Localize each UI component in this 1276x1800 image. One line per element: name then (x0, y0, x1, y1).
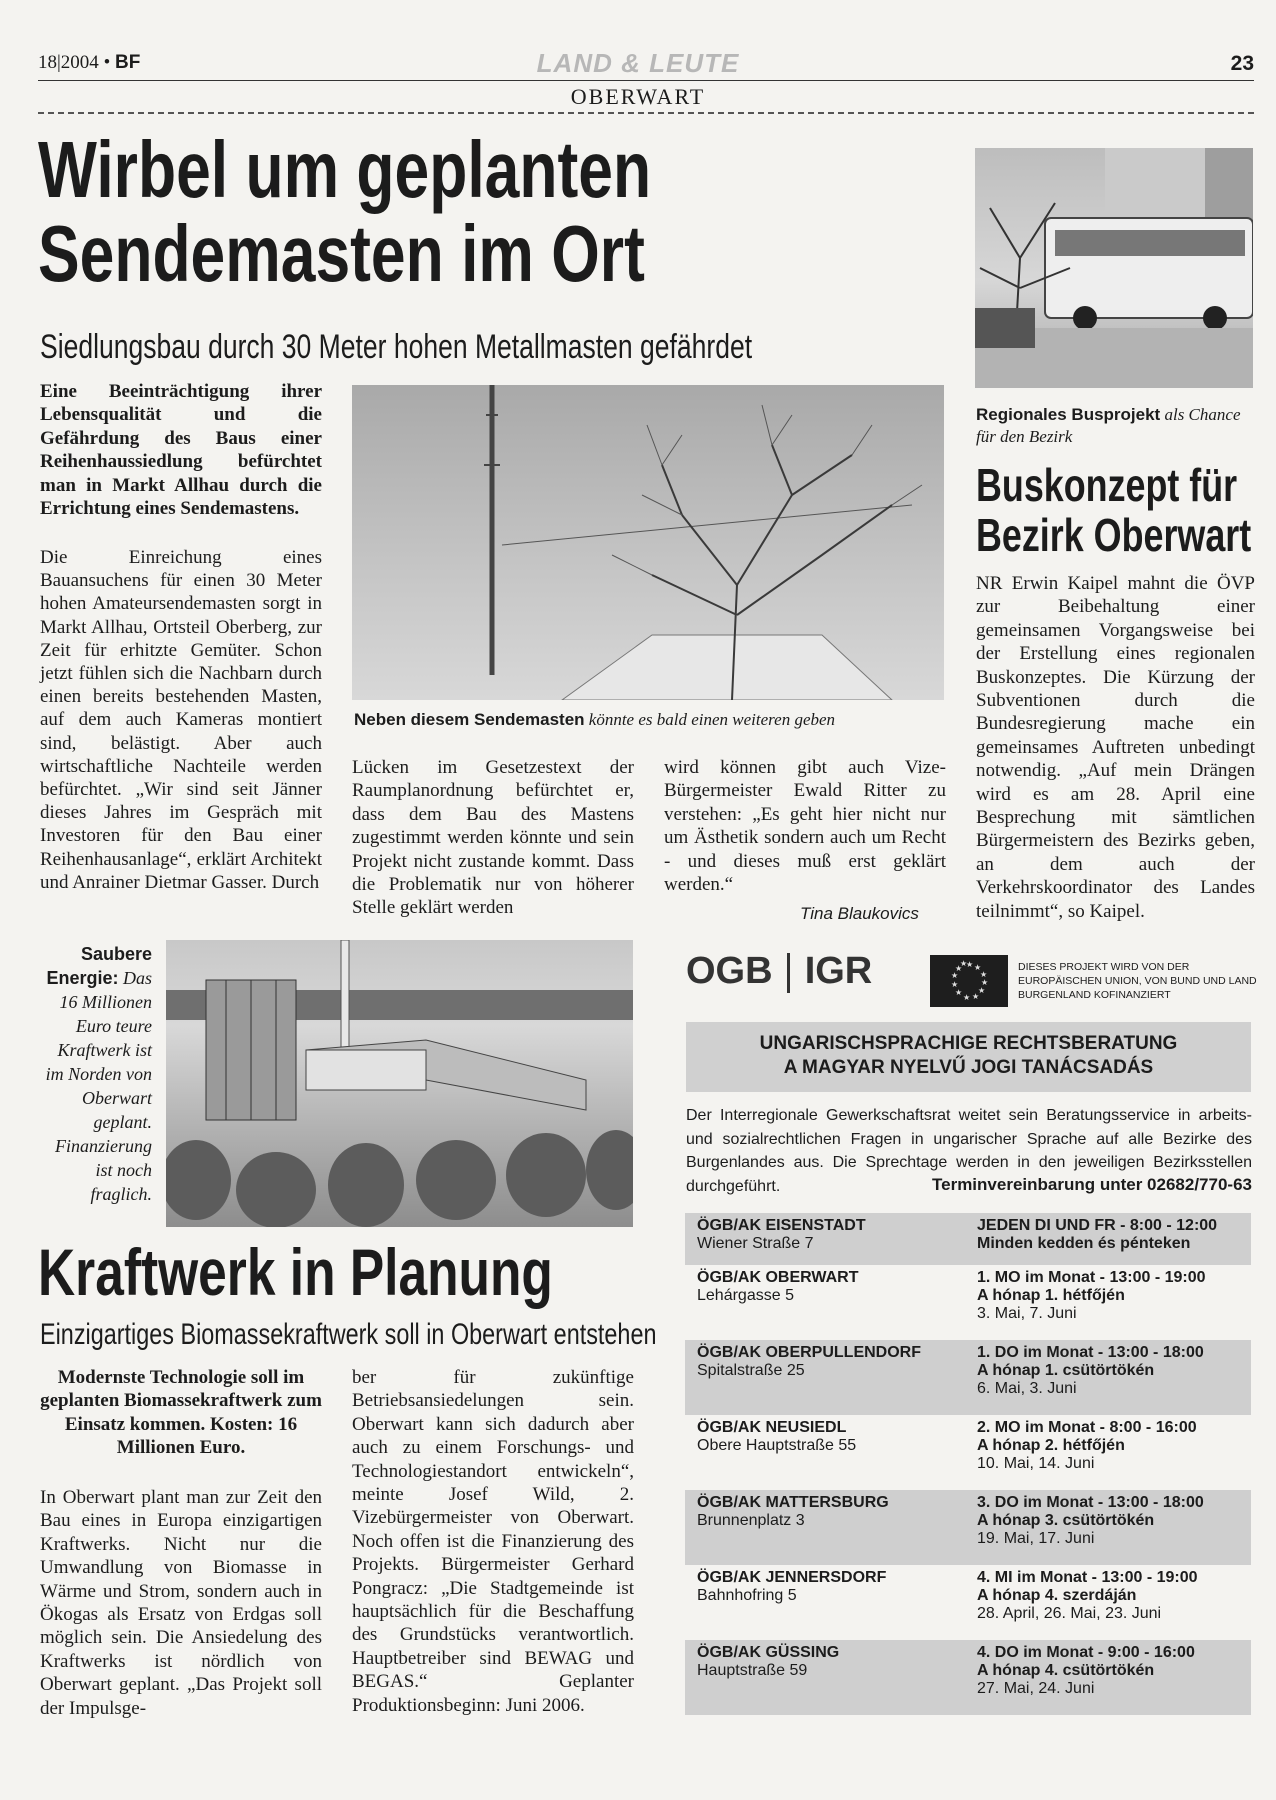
mast-caption-rest: könnte es bald einen weiteren geben (588, 710, 836, 729)
office-address: Brunnenplatz 3 (697, 1512, 805, 1529)
office-dates: 19. Mai, 17. Juni (977, 1530, 1095, 1547)
office-time-hu: A hónap 3. csütörtökén (977, 1512, 1155, 1529)
office-row (685, 1213, 1251, 1265)
svg-text:★: ★ (960, 959, 968, 968)
office-time-hu: A hónap 2. hétfőjén (977, 1437, 1125, 1454)
story3-body-col2: ber für zukünftige Betriebsansiedelungen sein. Oberwart kann sich dadurch aber auch zu einem Forschungs- und Technologiestandort entwickeln“, meinte Josef Wild, 2. Vizebürgermeister von Oberwart. Noch offen ist die Finanzierung des Projekts. Bürgermeister Gerhard Pongracz: „Die Stadtgemeinde ist hauptsächlich für die Beschaffung des Grundstücks verantwortlich. Hauptbetreiber sind BEWAG und BEGAS.“ Geplanter Produktionsbeginn: Juni 2006. (352, 1367, 634, 1716)
office-address: Spitalstraße 25 (697, 1362, 805, 1379)
office-address: Hauptstraße 59 (697, 1662, 808, 1679)
bus-photo-caption (976, 404, 1256, 448)
svg-text:★: ★ (972, 992, 980, 1001)
ad-phone: Terminvereinbarung unter 02682/770-63 (932, 1175, 1252, 1194)
office-row (685, 1340, 1251, 1415)
svg-text:★: ★ (963, 993, 971, 1002)
section-subtitle: OBERWART (570, 84, 706, 109)
office-name: ÖGB/AK JENNERSDORF (697, 1569, 887, 1586)
mast-caption-bold: Neben diesem Sendemasten (354, 710, 585, 729)
story3-subhead: Einzigartiges Biomassekraftwerk soll in Oberwart entstehen (40, 1318, 657, 1351)
office-dates: 10. Mai, 14. Juni (977, 1455, 1095, 1472)
office-dates: 3. Mai, 7. Juni (977, 1305, 1077, 1322)
bullet: • (103, 52, 111, 73)
office-address: Bahnhofring 5 (697, 1587, 797, 1604)
svg-text:★: ★ (981, 978, 989, 987)
office-time-hu: A hónap 4. csütörtökén (977, 1662, 1155, 1679)
power-plant-render (166, 940, 633, 1227)
office-address: Wiener Straße 7 (697, 1235, 814, 1252)
bus-caption-bold: Regionales Busprojekt (976, 405, 1161, 424)
office-dates: 27. Mai, 24. Juni (977, 1680, 1095, 1697)
office-schedule-table (685, 1213, 1251, 1715)
office-dates: 6. Mai, 3. Juni (977, 1380, 1077, 1397)
office-time: JEDEN DI UND FR - 8:00 - 12:00 (977, 1217, 1218, 1234)
banner-line-hungarian: A MAGYAR NYELVŰ JOGI TANÁCSADÁS (783, 1057, 1154, 1078)
logo-ogb: OGB (686, 950, 773, 992)
svg-text:★: ★ (978, 986, 986, 995)
office-row (685, 1565, 1251, 1640)
eu-funding-note: DIESES PROJEKT WIRD VON DER EUROPÄISCHEN UNION, VON BUND UND LAND BURGENLAND KOFINANZIERT (1018, 961, 1257, 1001)
office-row (685, 1265, 1251, 1340)
office-name: ÖGB/AK MATTERSBURG (697, 1494, 889, 1511)
office-time-hu: A hónap 1. hétfőjén (977, 1287, 1125, 1304)
office-time-hu: A hónap 1. csütörtökén (977, 1362, 1155, 1379)
office-name: ÖGB/AK NEUSIEDL (697, 1419, 847, 1436)
office-time: 4. DO im Monat - 9:00 - 16:00 (977, 1644, 1195, 1661)
office-name: ÖGB/AK EISENSTADT (697, 1217, 866, 1234)
office-address: Lehárgasse 5 (697, 1287, 794, 1304)
office-time-hu: Minden kedden és pénteken (977, 1235, 1191, 1252)
office-name: ÖGB/AK OBERPULLENDORF (697, 1344, 921, 1361)
story2-body: NR Erwin Kaipel mahnt die ÖVP zur Beibehaltung einer gemeinsamen Vorgangsweise bei der Erstellung eines regionalen Buskonzeptes. Die Kürzung der Subventionen durch die Bundesregierung mache ein gemeinsames Auftreten unbedingt notwendig. „Auf mein Drängen wird es am 28. April eine Besprechung mit sämtlichen Bürgermeistern des Bezirks geben, an dem auch der Verkehrskoordinator des Landes teilnimmt“, so Kaipel. (976, 573, 1255, 922)
paper-name: BF (114, 52, 141, 73)
story2-headline-line2: Bezirk Oberwart (976, 509, 1252, 561)
story1-headline-line1: Wirbel um geplanten (38, 125, 652, 214)
svg-text:★: ★ (974, 963, 982, 972)
logo-igr: IGR (804, 950, 873, 992)
office-dates: 28. April, 26. Mai, 23. Juni (977, 1605, 1162, 1622)
power-plant-caption (40, 942, 152, 1206)
office-name: ÖGB/AK GÜSSING (697, 1644, 840, 1661)
story3-headline: Kraftwerk in Planung (38, 1235, 553, 1309)
bus-photo (975, 148, 1253, 388)
power-plant-caption-rest: Das 16 Millionen Euro teure Kraftwerk ist im Norden von Oberwart geplant. Finanzierung ist noch fraglich. (45, 968, 152, 1204)
ad-intro: Der Interregionale Gewerkschaftsrat weitet sein Beratungsservice in arbeits- und sozialrechtlichen Fragen in ungarischer Sprache auf alle Bezirke des Burgenlandes aus. Die Sprechtage werden in den jeweiligen Bezirksstellen durchgeführt. (686, 1107, 1252, 1195)
bus-caption-rest: als Chance für den Bezirk (976, 405, 1241, 446)
banner-line-german: UNGARISCHSPRACHIGE RECHTSBERATUNG (759, 1033, 1178, 1054)
section-title: LAND & LEUTE (536, 48, 740, 78)
story1-body-col1: Die Einreichung eines Bauansuchens für einen 30 Meter hohen Amateursendemasten sorgt in Markt Allhau, Ortsteil Oberberg, zur Zeit für erhitzte Gemüter. Schon jetzt fühlen sich die Nachbarn durch einen bereits bestehenden Masten, auf dem auch Kameras montiert sind, belästigt. Aber auch wirtschaftliche Nachteile werden befürchtet. „Wir sind seit Jänner dieses Jahres im Gespräch mit Investoren für den Bau einer Reihenhausanlage“, erklärt Architekt und Anrainer Dietmar Gasser. Durch (40, 547, 322, 893)
story1-subhead: Siedlungsbau durch 30 Meter hohen Metallmasten gefährdet (40, 328, 753, 366)
header-rule (38, 80, 1254, 81)
header-dashed-rule (38, 112, 1254, 114)
story2-headline-line1: Buskonzept für (976, 459, 1238, 511)
svg-text:★: ★ (955, 988, 963, 997)
mast-photo-caption (354, 710, 954, 730)
antenna-mast-photo (352, 385, 944, 700)
svg-text:★: ★ (951, 971, 959, 980)
office-time: 3. DO im Monat - 13:00 - 18:00 (977, 1494, 1204, 1511)
office-address: Obere Hauptstraße 55 (697, 1437, 857, 1454)
ogb-igr-logo (686, 950, 872, 993)
story1-headline-line2: Sendemasten im Ort (38, 209, 645, 298)
office-row (685, 1640, 1251, 1715)
office-time: 1. MO im Monat - 13:00 - 19:00 (977, 1269, 1206, 1286)
rechtsberatung-banner (686, 1022, 1251, 1092)
story1-author: Tina Blaukovics (800, 904, 919, 923)
office-row (685, 1490, 1251, 1565)
office-time-hu: A hónap 4. szerdáján (977, 1587, 1137, 1604)
office-row (685, 1415, 1251, 1490)
svg-text:★: ★ (966, 960, 974, 969)
office-time: 2. MO im Monat - 8:00 - 16:00 (977, 1419, 1197, 1436)
issue-number: 18|2004 (38, 52, 99, 73)
page-number: 23 (1230, 52, 1254, 75)
story3-body-col1: In Oberwart plant man zur Zeit den Bau eines in Europa einzigartigen Kraftwerks. Nicht nur die Umwandlung von Biomasse in Wärme und Strom, sondern auch in Ökogas als Ersatz von Erdgas soll möglich sein. Die Ansiedelung des Kraftwerks ist nördlich von Oberwart geplant. „Das Projekt soll der Impulsge- (40, 1487, 322, 1719)
story3-lead: Modernste Technologie soll im geplanten Biomassekraftwerk zum Einsatz kommen. Kosten: 16 Millionen Euro. (40, 1367, 322, 1459)
office-time: 4. MI im Monat - 13:00 - 19:00 (977, 1569, 1198, 1586)
power-plant-caption-bold: Saubere Energie: (46, 944, 152, 988)
office-time: 1. DO im Monat - 13:00 - 18:00 (977, 1344, 1204, 1361)
svg-text:★: ★ (951, 980, 959, 989)
svg-text:★: ★ (980, 970, 988, 979)
svg-text:★: ★ (955, 964, 963, 973)
story1-body-col2: Lücken im Gesetzestext der Raumplanordnung befürchtet er, dass dem Bau des Mastens zugestimmt werden könnte und sein Projekt nicht zustande kommt. Dass die Problematik nur von höherer Stelle geklärt werden (352, 757, 634, 919)
story1-body-col3: wird können gibt auch Vize-Bürgermeister Ewald Ritter zu verstehen: „Es geht hier nicht nur um Ästhetik sondern auch um Recht - und dieses muß erst geklärt werden.“ (664, 757, 946, 896)
eu-flag-icon (930, 955, 1008, 1007)
story1-lead: Eine Beeinträchtigung ihrer Lebensqualität und die Gefährdung des Baus einer Reihenhaussiedlung befürchtet man in Markt Allhau durch die Errichtung eines Sendemastens. (40, 381, 322, 520)
office-name: ÖGB/AK OBERWART (697, 1269, 859, 1286)
